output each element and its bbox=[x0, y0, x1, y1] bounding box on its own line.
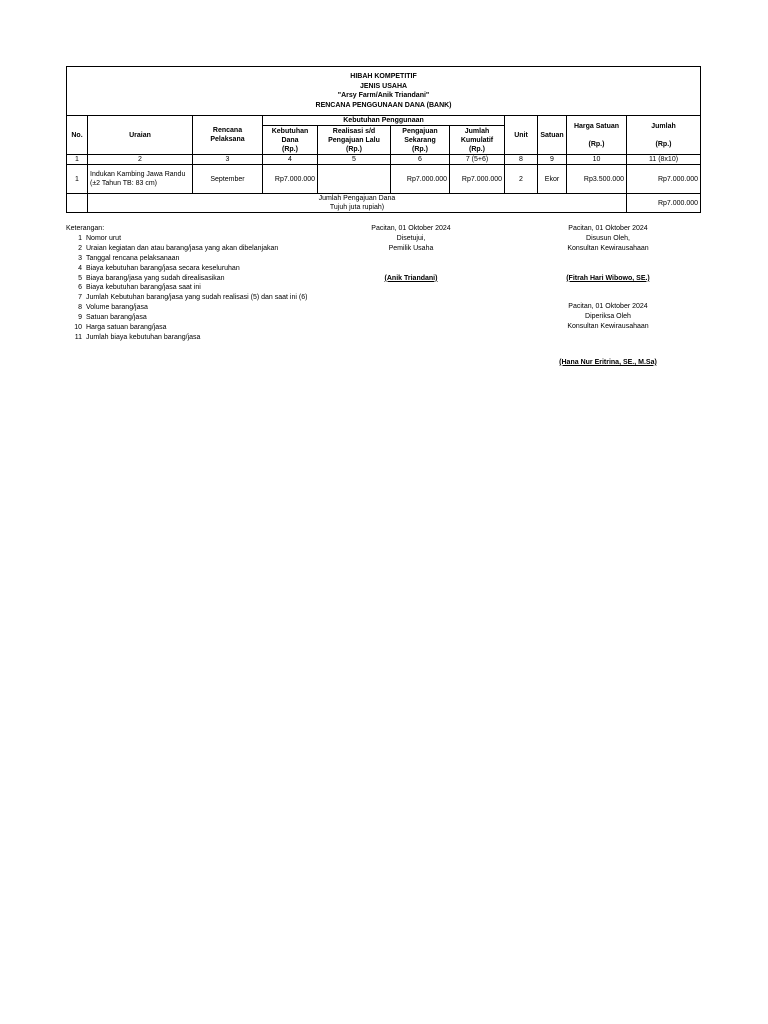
note-number: 11 bbox=[74, 333, 82, 341]
col-header-jumlah-unit: (Rp.) bbox=[655, 140, 672, 148]
row-no: 1 bbox=[67, 165, 88, 194]
col-number: 8 bbox=[505, 155, 538, 165]
signature-role: Diperiksa Oleh bbox=[585, 312, 631, 320]
note-text: Jumlah Kebutuhan barang/jasa yang sudah realisasi (5) dan saat ini (6) bbox=[86, 294, 308, 302]
note-text: Harga satuan barang/jasa bbox=[86, 324, 167, 332]
row-jumlah: Rp7.000.000 bbox=[627, 165, 701, 194]
note-text: Jumlah biaya kebutuhan barang/jasa bbox=[86, 333, 201, 341]
table-row bbox=[67, 165, 701, 194]
note-text: Nomor urut bbox=[86, 234, 122, 242]
signature-date: Pacitan, 01 Oktober 2024 bbox=[371, 225, 451, 232]
col-header-realisasi-2: Pengajuan Lalu bbox=[328, 136, 380, 144]
note-number: 1 bbox=[78, 234, 82, 242]
signature-consultant bbox=[540, 224, 676, 284]
total-label bbox=[88, 194, 627, 213]
budget-sheet bbox=[66, 66, 700, 213]
note-item bbox=[66, 333, 307, 343]
note-item bbox=[66, 254, 307, 264]
col-header-harga-unit: (Rp.) bbox=[588, 140, 605, 148]
col-header-jumlah bbox=[627, 116, 701, 155]
total-row bbox=[67, 194, 701, 213]
signature-name: (Anik Triandani) bbox=[384, 274, 438, 282]
row-pengajuan: Rp7.000.000 bbox=[391, 165, 450, 194]
col-header-pengajuan-1: Pengajuan bbox=[402, 127, 438, 135]
note-text: Uraian kegiatan dan atau barang/jasa yang akan dibelanjakan bbox=[86, 244, 279, 252]
note-text: Biaya kebutuhan barang/jasa secara keseluruhan bbox=[86, 264, 240, 272]
col-number: 6 bbox=[391, 155, 450, 165]
signature-role: Disetujui, bbox=[396, 234, 426, 242]
column-number-row bbox=[67, 155, 701, 165]
col-header-unit: Unit bbox=[505, 116, 538, 155]
col-header-kumulatif-2: Kumulatif bbox=[460, 136, 494, 144]
col-header-realisasi-3: (Rp.) bbox=[346, 145, 362, 153]
row-uraian-line2: (±2 Tahun TB: 83 cm) bbox=[90, 180, 158, 187]
col-header-group: Kebutuhan Penggunaan bbox=[263, 116, 505, 126]
row-kebutuhan: Rp7.000.000 bbox=[263, 165, 318, 194]
col-number: 2 bbox=[88, 155, 193, 165]
note-item bbox=[66, 283, 307, 293]
row-uraian-line1: Indukan Kambing Jawa Randu bbox=[90, 171, 186, 178]
note-item bbox=[66, 313, 307, 323]
col-number: 7 (5+6) bbox=[450, 155, 505, 165]
signature-owner bbox=[351, 224, 471, 284]
note-text: Volume barang/jasa bbox=[86, 304, 148, 312]
note-number: 5 bbox=[78, 274, 82, 282]
note-number: 7 bbox=[78, 294, 82, 302]
col-header-pengajuan bbox=[391, 126, 450, 155]
col-header-kebutuhan-2: Dana bbox=[281, 136, 299, 144]
col-header-realisasi-1: Realisasi s/d bbox=[332, 127, 376, 135]
col-header-jumlah-label: Jumlah bbox=[651, 122, 676, 130]
col-number: 11 (8x10) bbox=[627, 155, 701, 165]
note-item bbox=[66, 293, 307, 303]
note-text: Tanggal rencana pelaksanaan bbox=[86, 254, 180, 262]
note-number: 3 bbox=[78, 254, 82, 262]
note-text: Biaya barang/jasa yang sudah direalisasikan bbox=[86, 274, 225, 282]
signature-role: Disusun Oleh, bbox=[586, 234, 630, 242]
header-business-name: "Arsy Farm/Anik Triandani" bbox=[337, 92, 430, 99]
document-header bbox=[67, 67, 701, 116]
note-item bbox=[66, 303, 307, 313]
col-header-no: No. bbox=[67, 116, 88, 155]
signature-date: Pacitan, 01 Oktober 2024 bbox=[568, 303, 648, 310]
row-unit: 2 bbox=[505, 165, 538, 194]
col-header-pengajuan-2: Sekarang bbox=[404, 136, 436, 144]
col-header-uraian: Uraian bbox=[88, 116, 193, 155]
header-plan-title: RENCANA PENGGUNAAN DANA (BANK) bbox=[315, 101, 452, 109]
note-number: 9 bbox=[78, 314, 82, 322]
note-item bbox=[66, 234, 307, 244]
total-value: Rp7.000.000 bbox=[627, 194, 701, 213]
note-number: 2 bbox=[78, 244, 82, 252]
row-satuan: Ekor bbox=[538, 165, 567, 194]
note-item bbox=[66, 244, 307, 254]
total-label-line1: Jumlah Pengajuan Dana bbox=[318, 195, 396, 202]
signature-role-title: Pemilik Usaha bbox=[388, 244, 434, 252]
signature-role-title: Konsultan Kewirausahaan bbox=[567, 244, 649, 252]
note-text: Biaya kebutuhan barang/jasa saat ini bbox=[86, 284, 201, 292]
row-harga: Rp3.500.000 bbox=[567, 165, 627, 194]
note-item bbox=[66, 264, 307, 274]
col-number: 4 bbox=[263, 155, 318, 165]
col-header-pengajuan-3: (Rp.) bbox=[412, 145, 428, 153]
row-realisasi bbox=[318, 165, 391, 194]
col-header-kebutuhan-1: Kebutuhan bbox=[271, 127, 309, 135]
row-kumulatif: Rp7.000.000 bbox=[450, 165, 505, 194]
col-header-kumulatif-3: (Rp.) bbox=[469, 145, 485, 153]
col-header-kumulatif-1: Jumlah bbox=[464, 127, 490, 135]
note-number: 8 bbox=[78, 304, 82, 312]
col-number: 9 bbox=[538, 155, 567, 165]
notes-section bbox=[66, 224, 307, 343]
col-number: 1 bbox=[67, 155, 88, 165]
col-number: 5 bbox=[318, 155, 391, 165]
col-header-harga-label: Harga Satuan bbox=[573, 122, 620, 130]
col-header-kumulatif bbox=[450, 126, 505, 155]
budget-table bbox=[66, 66, 701, 213]
total-blank bbox=[67, 194, 88, 213]
total-label-line2: Tujuh juta rupiah) bbox=[329, 204, 385, 211]
note-text: Satuan barang/jasa bbox=[86, 314, 147, 322]
col-number: 10 bbox=[567, 155, 627, 165]
col-header-realisasi bbox=[318, 126, 391, 155]
header-title: HIBAH KOMPETITIF bbox=[350, 73, 417, 80]
signature-role-title: Konsultan Kewirausahaan bbox=[567, 322, 649, 330]
note-number: 4 bbox=[78, 264, 82, 272]
signature-name: (Fitrah Hari Wibowo, SE.) bbox=[566, 274, 650, 282]
col-header-rencana: Rencana Pelaksana bbox=[193, 116, 263, 155]
notes-title: Keterangan: bbox=[66, 225, 105, 232]
row-rencana: September bbox=[193, 165, 263, 194]
note-item bbox=[66, 274, 307, 284]
note-number: 10 bbox=[74, 324, 82, 332]
col-header-kebutuhan bbox=[263, 126, 318, 155]
note-item bbox=[66, 323, 307, 333]
signature-date: Pacitan, 01 Oktober 2024 bbox=[568, 225, 648, 232]
col-number: 3 bbox=[193, 155, 263, 165]
header-business-type: JENIS USAHA bbox=[359, 82, 408, 90]
col-header-satuan: Satuan bbox=[538, 116, 567, 155]
col-header-harga bbox=[567, 116, 627, 155]
note-number: 6 bbox=[78, 284, 82, 292]
signature-reviewer bbox=[540, 302, 676, 368]
row-uraian bbox=[88, 165, 193, 194]
col-header-kebutuhan-3: (Rp.) bbox=[282, 145, 298, 153]
signature-name: (Hana Nur Eritrina, SE., M.Sa) bbox=[559, 358, 657, 366]
